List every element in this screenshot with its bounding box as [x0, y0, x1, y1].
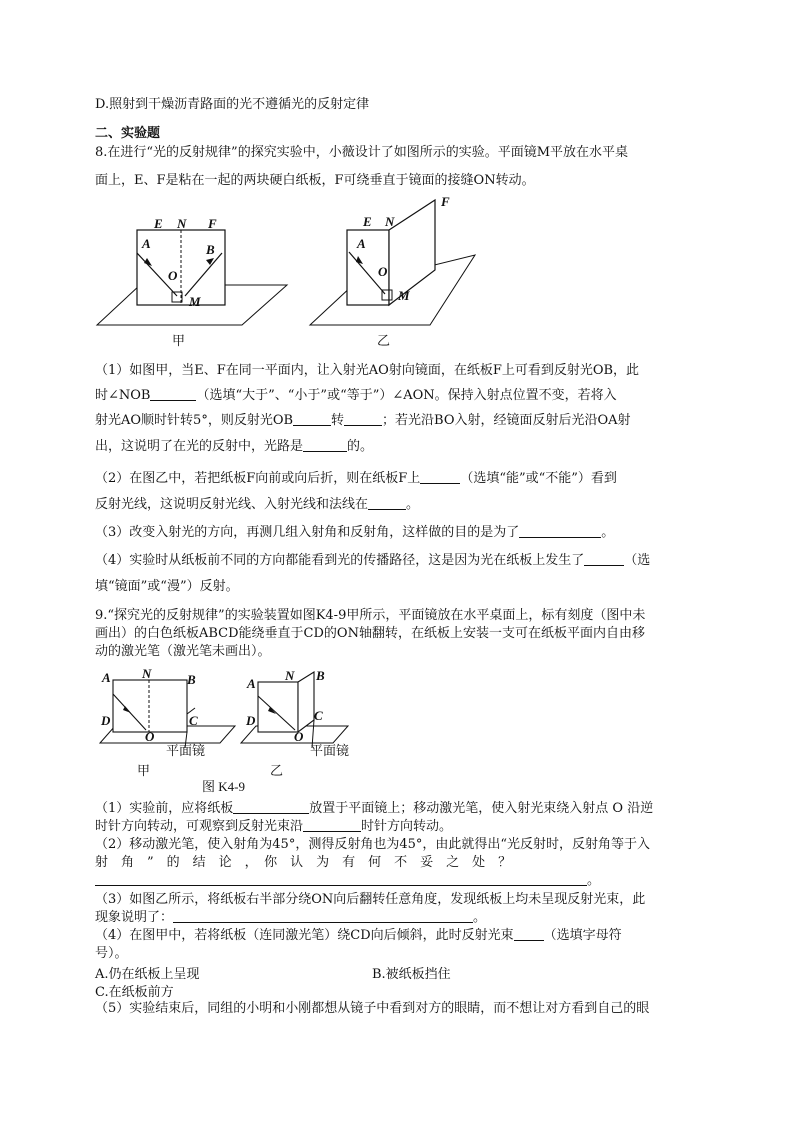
- q8-p1-line4: 出，这说明了在光的反射中，光路是 的。: [95, 439, 374, 454]
- q9-jia-label-d: D: [101, 713, 111, 728]
- q8-p1-line2: 时∠NOB （选填“大于”、“小于”或“等于”）∠AON。保持入射点位置不变，若将入: [95, 388, 617, 403]
- q9-p4-line1: （4）在图甲中，若将纸板（连同激光笔）绕CD向后倾斜，此时反射光束 （选填字母符: [95, 928, 622, 943]
- q8-p2-line1: （2）在图乙中，若把纸板F向前或向后折，则在纸板F上 （选填“能”或“不能”）看到: [95, 471, 617, 486]
- q9-p5-line1: （5）实验结束后，同组的小明和小刚都想从镜子中看到对方的眼睛，而不想让对方看到自己的眼: [95, 1001, 650, 1016]
- q9-jia-label-o: O: [145, 729, 155, 744]
- answer-blank[interactable]: [420, 470, 460, 484]
- q9-p2-line1: （2）移动激光笔，使入射角为45°，测得反射角也为45°，由此就得出“光反射时，反射角等于入: [95, 837, 651, 852]
- q9-p2-line2: 射 角 ” 的 结 论 ， 你 认 为 有 何 不 妥 之 处 ？: [95, 855, 512, 870]
- q9-jia-mirror-label: 平面镜: [166, 744, 206, 759]
- q8-p1-line1: （1）如图甲，当E、F在同一平面内，让入射光AO射向镜面，在纸板F上可看到反射光OB，此: [95, 363, 640, 378]
- q9-p2-line3: 。: [95, 872, 600, 890]
- q8-yi-label-o: O: [378, 264, 388, 279]
- q8-yi-label-e: E: [363, 214, 372, 229]
- q8-stem-line2: 面上，E、F是粘在一起的两块硬白纸板，F可绕垂直于镜面的接缝ON转动。: [95, 173, 535, 188]
- q9-p1-line2: 时针方向转动，可观察到反射光束沿 时针方向转动。: [95, 819, 453, 834]
- q9-yi-label-a: A: [247, 676, 256, 691]
- q7-option-d: D.照射到干燥沥青路面的光不遵循光的反射定律: [95, 97, 370, 112]
- answer-blank[interactable]: [514, 927, 544, 941]
- q9-p1-line1: （1）实验前，应将纸板 放置于平面镜上；移动激光笔，使入射光束绕入射点 O 沿逆: [95, 801, 654, 816]
- q9-yi-mirror-label: 平面镜: [310, 744, 350, 759]
- q9-p3-line1: （3）如图乙所示，将纸板右半部分绕ON向后翻转任意角度，发现纸板上均未呈现反射光束，此: [95, 892, 646, 907]
- q9-yi-label-d: D: [246, 713, 256, 728]
- q9-jia-label-a: A: [102, 670, 111, 685]
- q9-yi-label-n: N: [285, 668, 295, 683]
- q8-p4-line1: （4）实验时从纸板前不同的方向都能看到光的传播路径，这是因为光在纸板上发生了 （选: [95, 553, 651, 568]
- answer-blank[interactable]: [173, 909, 473, 923]
- answer-blank[interactable]: [150, 387, 196, 401]
- q9-option-a[interactable]: A.仍在纸板上呈现: [95, 967, 200, 982]
- q8-jia-label-o: O: [168, 268, 178, 283]
- q8-p4-line2: 填“镜面”或“漫”）反射。: [95, 579, 239, 594]
- q8-jia-label-n: N: [177, 216, 187, 231]
- q8-caption-yi: 乙: [377, 334, 391, 349]
- q9-option-c[interactable]: C.在纸板前方: [95, 985, 174, 1000]
- q9-stem-line1: 9.“探究光的反射规律”的实验装置如图K4-9甲所示，平面镜放在水平桌面上，标有刻度（图中未: [95, 608, 646, 623]
- q8-jia-label-b: B: [206, 242, 215, 257]
- q8-figure-jia: [92, 208, 292, 333]
- q9-p4-line2: 号）。: [95, 946, 128, 961]
- q9-jia-label-n: N: [142, 668, 152, 681]
- q8-p3-line: （3）改变入射光的方向，再测几组入射角和反射角，这样做的目的是为了 。: [95, 525, 615, 540]
- q8-caption-jia: 甲: [172, 334, 186, 349]
- q9-yi-label-b: B: [316, 668, 325, 683]
- q8-stem-line1: 8.在进行“光的反射规律”的探究实验中，小薇设计了如图所示的实验。平面镜M平放在水平桌: [95, 145, 629, 160]
- q8-jia-label-e: E: [154, 216, 163, 231]
- answer-blank[interactable]: [233, 800, 309, 814]
- q8-p1-line3: 射光AO顺时针转5°，则反射光OB 转 ；若光沿BO入射，经镜面反射后光沿OA射: [95, 413, 631, 428]
- q8-jia-label-m: M: [189, 294, 201, 309]
- q9-caption-jia: 甲: [137, 764, 151, 779]
- q9-figure-caption: 图 K4-9: [202, 779, 245, 794]
- q9-p3-line2: 现象说明了： 。: [95, 910, 487, 925]
- q8-jia-label-a: A: [142, 236, 151, 251]
- q9-caption-yi: 乙: [270, 764, 284, 779]
- q9-option-b[interactable]: B.被纸板挡住: [372, 967, 451, 982]
- q8-p2-line2: 反射光线，这说明反射光线、入射光线和法线在 。: [95, 497, 420, 512]
- answer-blank[interactable]: [95, 872, 587, 886]
- answer-blank[interactable]: [303, 438, 347, 452]
- answer-blank[interactable]: [519, 524, 601, 538]
- answer-blank[interactable]: [368, 496, 406, 510]
- answer-blank[interactable]: [344, 412, 382, 426]
- q8-figure-yi: [305, 192, 480, 332]
- q8-yi-label-a: A: [357, 236, 366, 251]
- q9-yi-label-o: O: [294, 729, 304, 744]
- q9-stem-line2: 画出）的白色纸板ABCD能绕垂直于CD的ON轴翻转，在纸板上安装一支可在纸板平面内自由移: [95, 626, 645, 641]
- q8-yi-label-f: F: [441, 194, 450, 209]
- answer-blank[interactable]: [303, 818, 361, 832]
- q8-jia-label-f: F: [208, 216, 217, 231]
- q8-yi-label-n: N: [385, 214, 395, 229]
- q9-stem-line3: 动的激光笔（激光笔未画出）。: [95, 644, 271, 659]
- answer-blank[interactable]: [293, 412, 331, 426]
- q9-jia-label-c: C: [189, 713, 198, 728]
- section-heading: 二、实验题: [95, 126, 161, 141]
- q9-yi-label-c: C: [314, 708, 323, 723]
- q9-jia-label-b: B: [187, 672, 196, 687]
- q8-yi-label-m: M: [398, 288, 410, 303]
- answer-blank[interactable]: [584, 552, 624, 566]
